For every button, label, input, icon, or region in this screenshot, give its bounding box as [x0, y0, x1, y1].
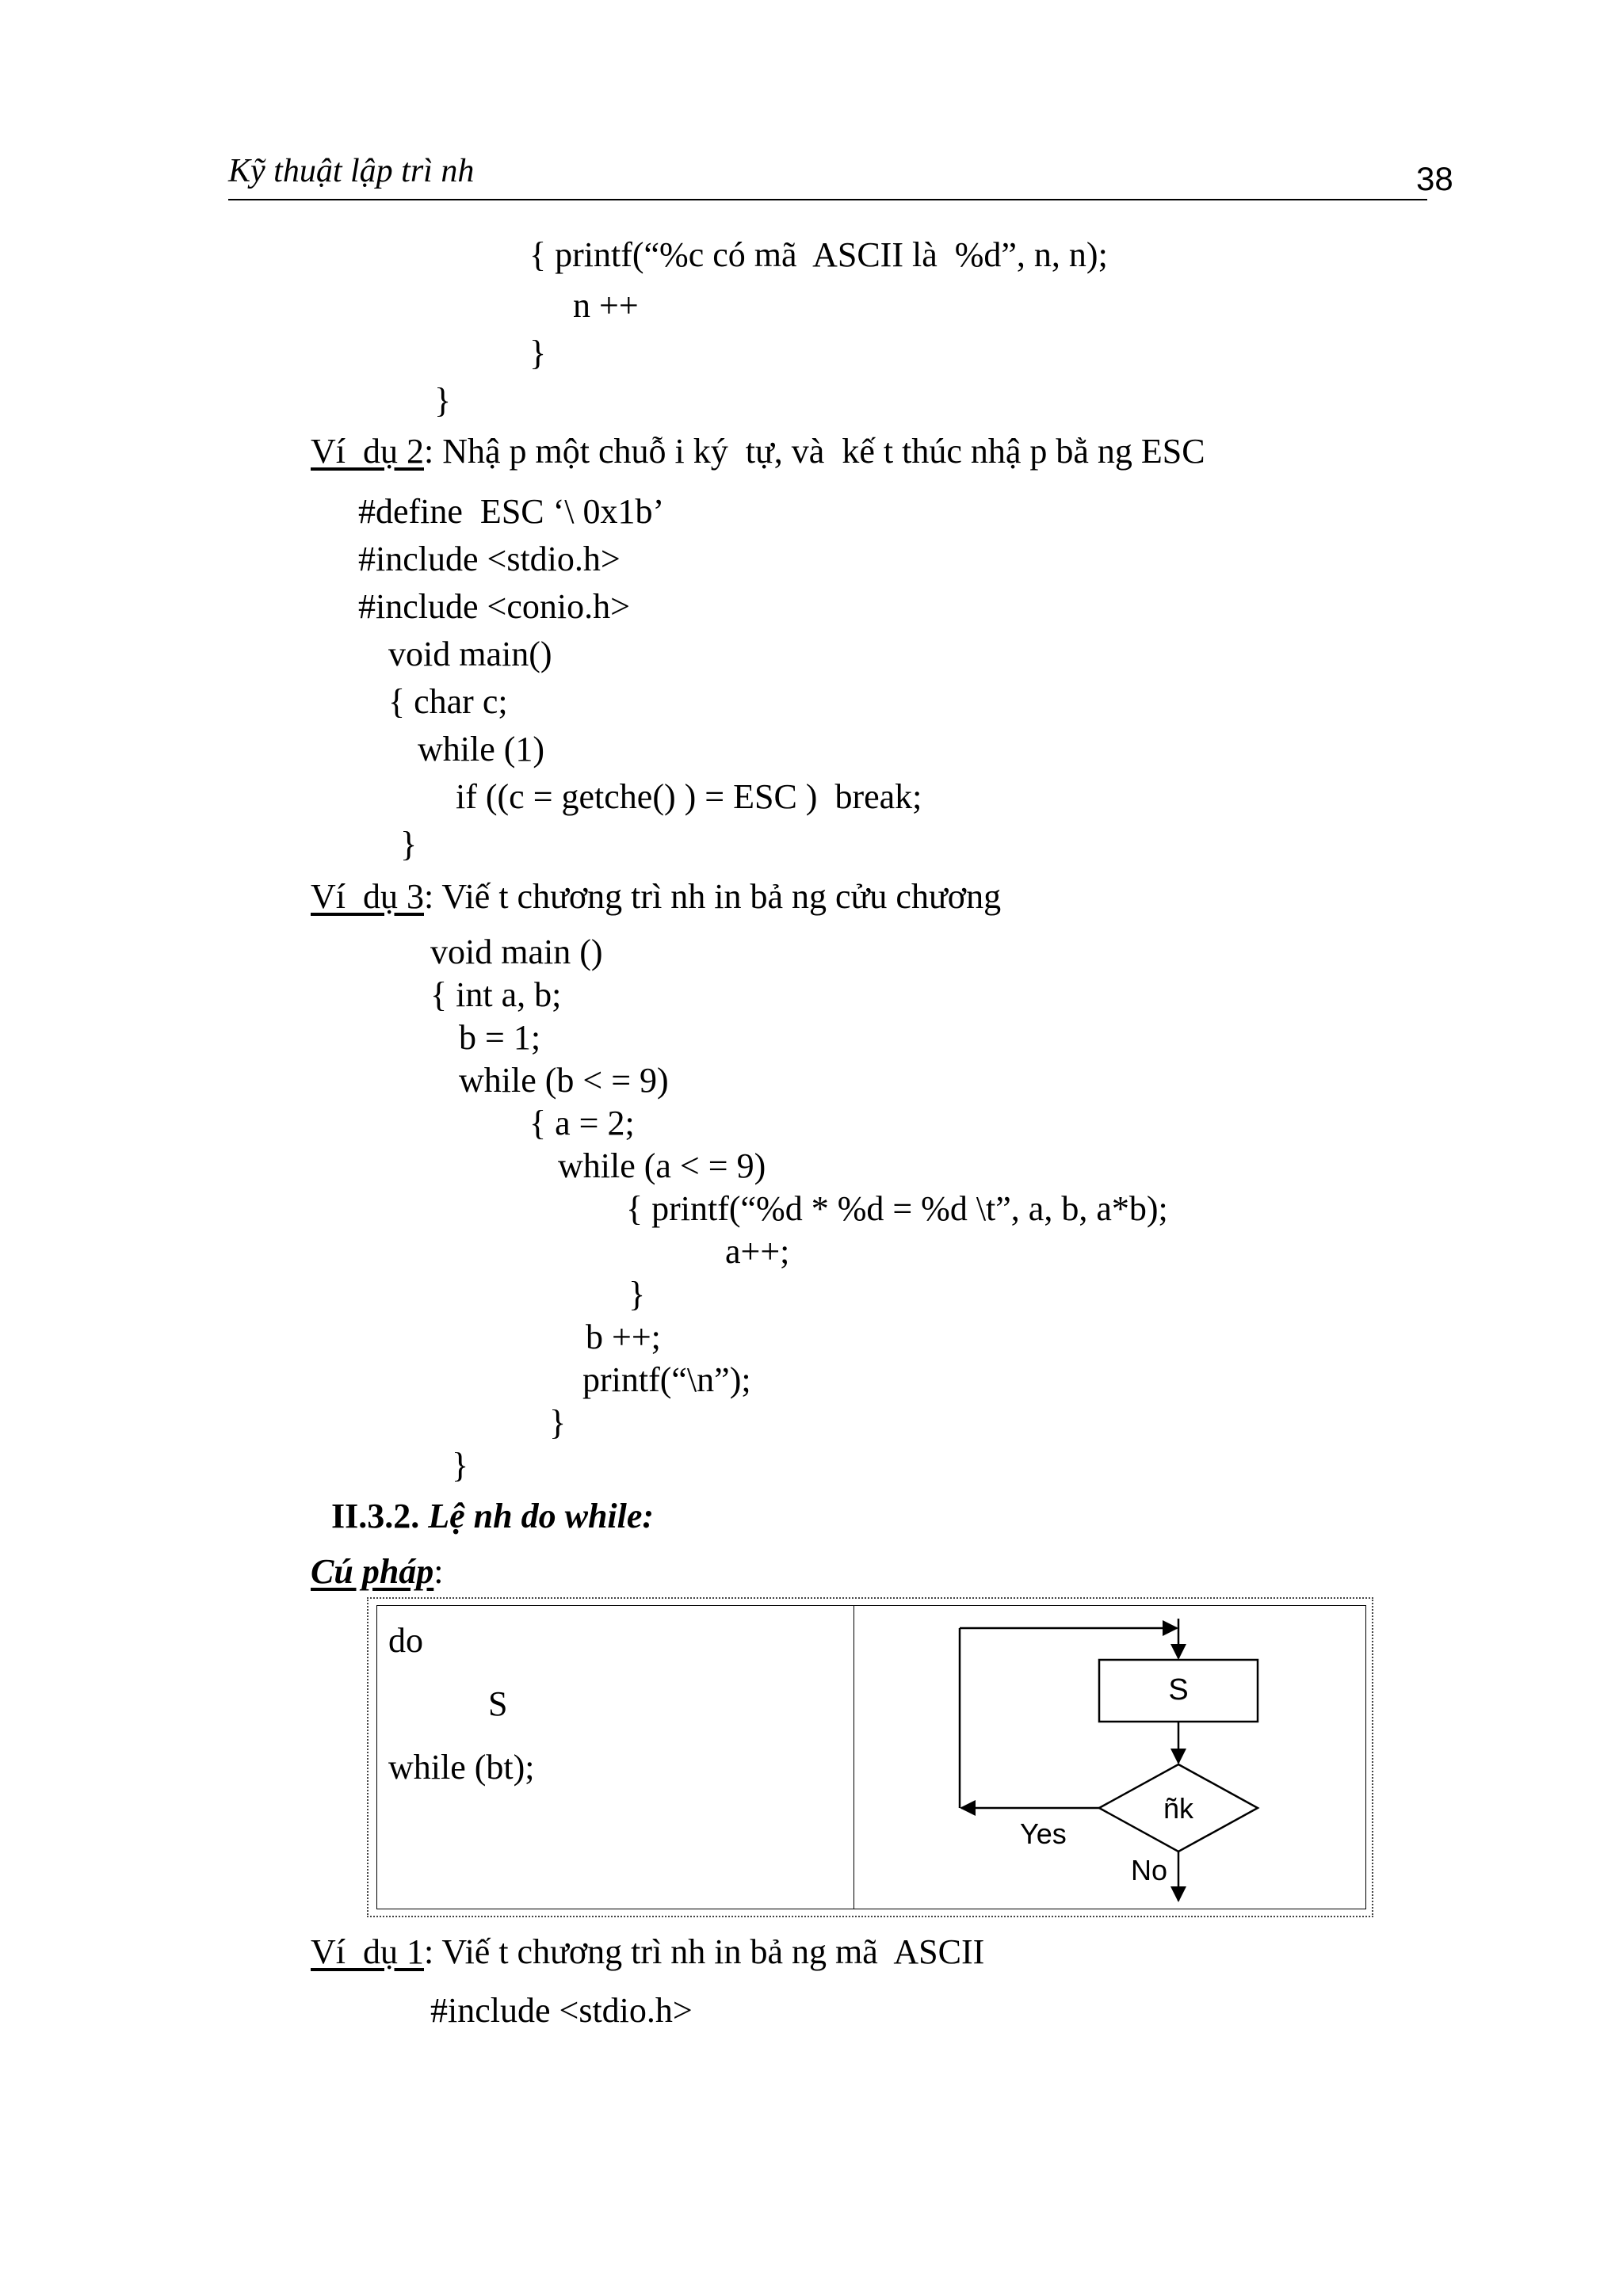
code-line: } [549, 1403, 567, 1442]
code-line: { char c; [388, 682, 508, 721]
syntax-code-line: S [488, 1684, 508, 1723]
example-3-label: Ví dụ 3 [311, 877, 424, 916]
code-line: void main () [430, 933, 603, 971]
code-line: printf(“\n”); [582, 1360, 751, 1399]
code-line: { a = 2; [529, 1104, 635, 1142]
header-title: Kỹ thuật lập trì nh [228, 153, 475, 189]
code-line: while (1) [418, 730, 545, 769]
code-line: #include <stdio.h> [358, 540, 621, 578]
syntax-flowchart-cell [854, 1605, 1366, 1909]
code-line: } [529, 334, 547, 372]
section-heading [331, 1499, 654, 1534]
example-1-label: Ví dụ 1 [311, 1932, 424, 1971]
code-line: b ++; [586, 1318, 661, 1356]
example-3-text: : Viế t chương trì nh in bả ng cửu chương [424, 877, 1002, 916]
code-line: #include <stdio.h> [430, 1991, 693, 2030]
code-line: } [434, 381, 452, 420]
syntax-colon: : [433, 1552, 444, 1591]
do-while-flowchart [854, 1606, 1366, 1910]
code-line: } [628, 1275, 646, 1314]
syntax-code-line: do [388, 1621, 423, 1660]
section-title: Lệ nh do while: [419, 1497, 655, 1535]
syntax-code-line: while (bt); [388, 1748, 535, 1787]
yes-label: Yes [1020, 1817, 1067, 1850]
condition-label: ñk [1163, 1792, 1194, 1825]
example-2-label: Ví dụ 2 [311, 432, 424, 471]
code-line: void main() [388, 635, 552, 673]
code-line: b = 1; [459, 1018, 541, 1057]
code-line: a++; [725, 1232, 790, 1271]
header-rule [228, 199, 1427, 200]
code-line: #include <conio.h> [358, 587, 630, 626]
no-label: No [1131, 1854, 1168, 1886]
syntax-label: Cú pháp [311, 1552, 434, 1591]
section-number: II.3.2. [331, 1497, 420, 1535]
code-line: { int a, b; [430, 975, 562, 1014]
code-line: #define ESC ‘\ 0x1b’ [358, 492, 665, 531]
syntax-heading [311, 1554, 444, 1589]
example-2-heading [311, 434, 1205, 469]
code-line: } [452, 1446, 469, 1485]
example-2-text: : Nhậ p một chuỗ i ký tự, và kế t thúc nhậ p bằ ng ESC [424, 432, 1205, 471]
code-line: { printf(“%c có mã ASCII là %d”, n, n); [529, 235, 1108, 274]
page-number: 38 [1416, 160, 1453, 197]
example-3-heading [311, 879, 1001, 914]
code-line: if ((c = getche() ) = ESC ) break; [456, 777, 922, 816]
syntax-table [367, 1597, 1373, 1917]
code-line: while (b < = 9) [459, 1061, 669, 1100]
example-1-heading [311, 1932, 985, 1971]
syntax-code-cell [376, 1605, 854, 1909]
process-label: S [1168, 1673, 1189, 1707]
example-1-text: : Viế t chương trì nh in bả ng mã ASCII [424, 1932, 985, 1971]
code-line: while (a < = 9) [558, 1146, 766, 1185]
code-line: } [400, 825, 418, 864]
code-line: n ++ [573, 286, 639, 325]
code-line: { printf(“%d * %d = %d \t”, a, b, a*b); [626, 1189, 1168, 1228]
